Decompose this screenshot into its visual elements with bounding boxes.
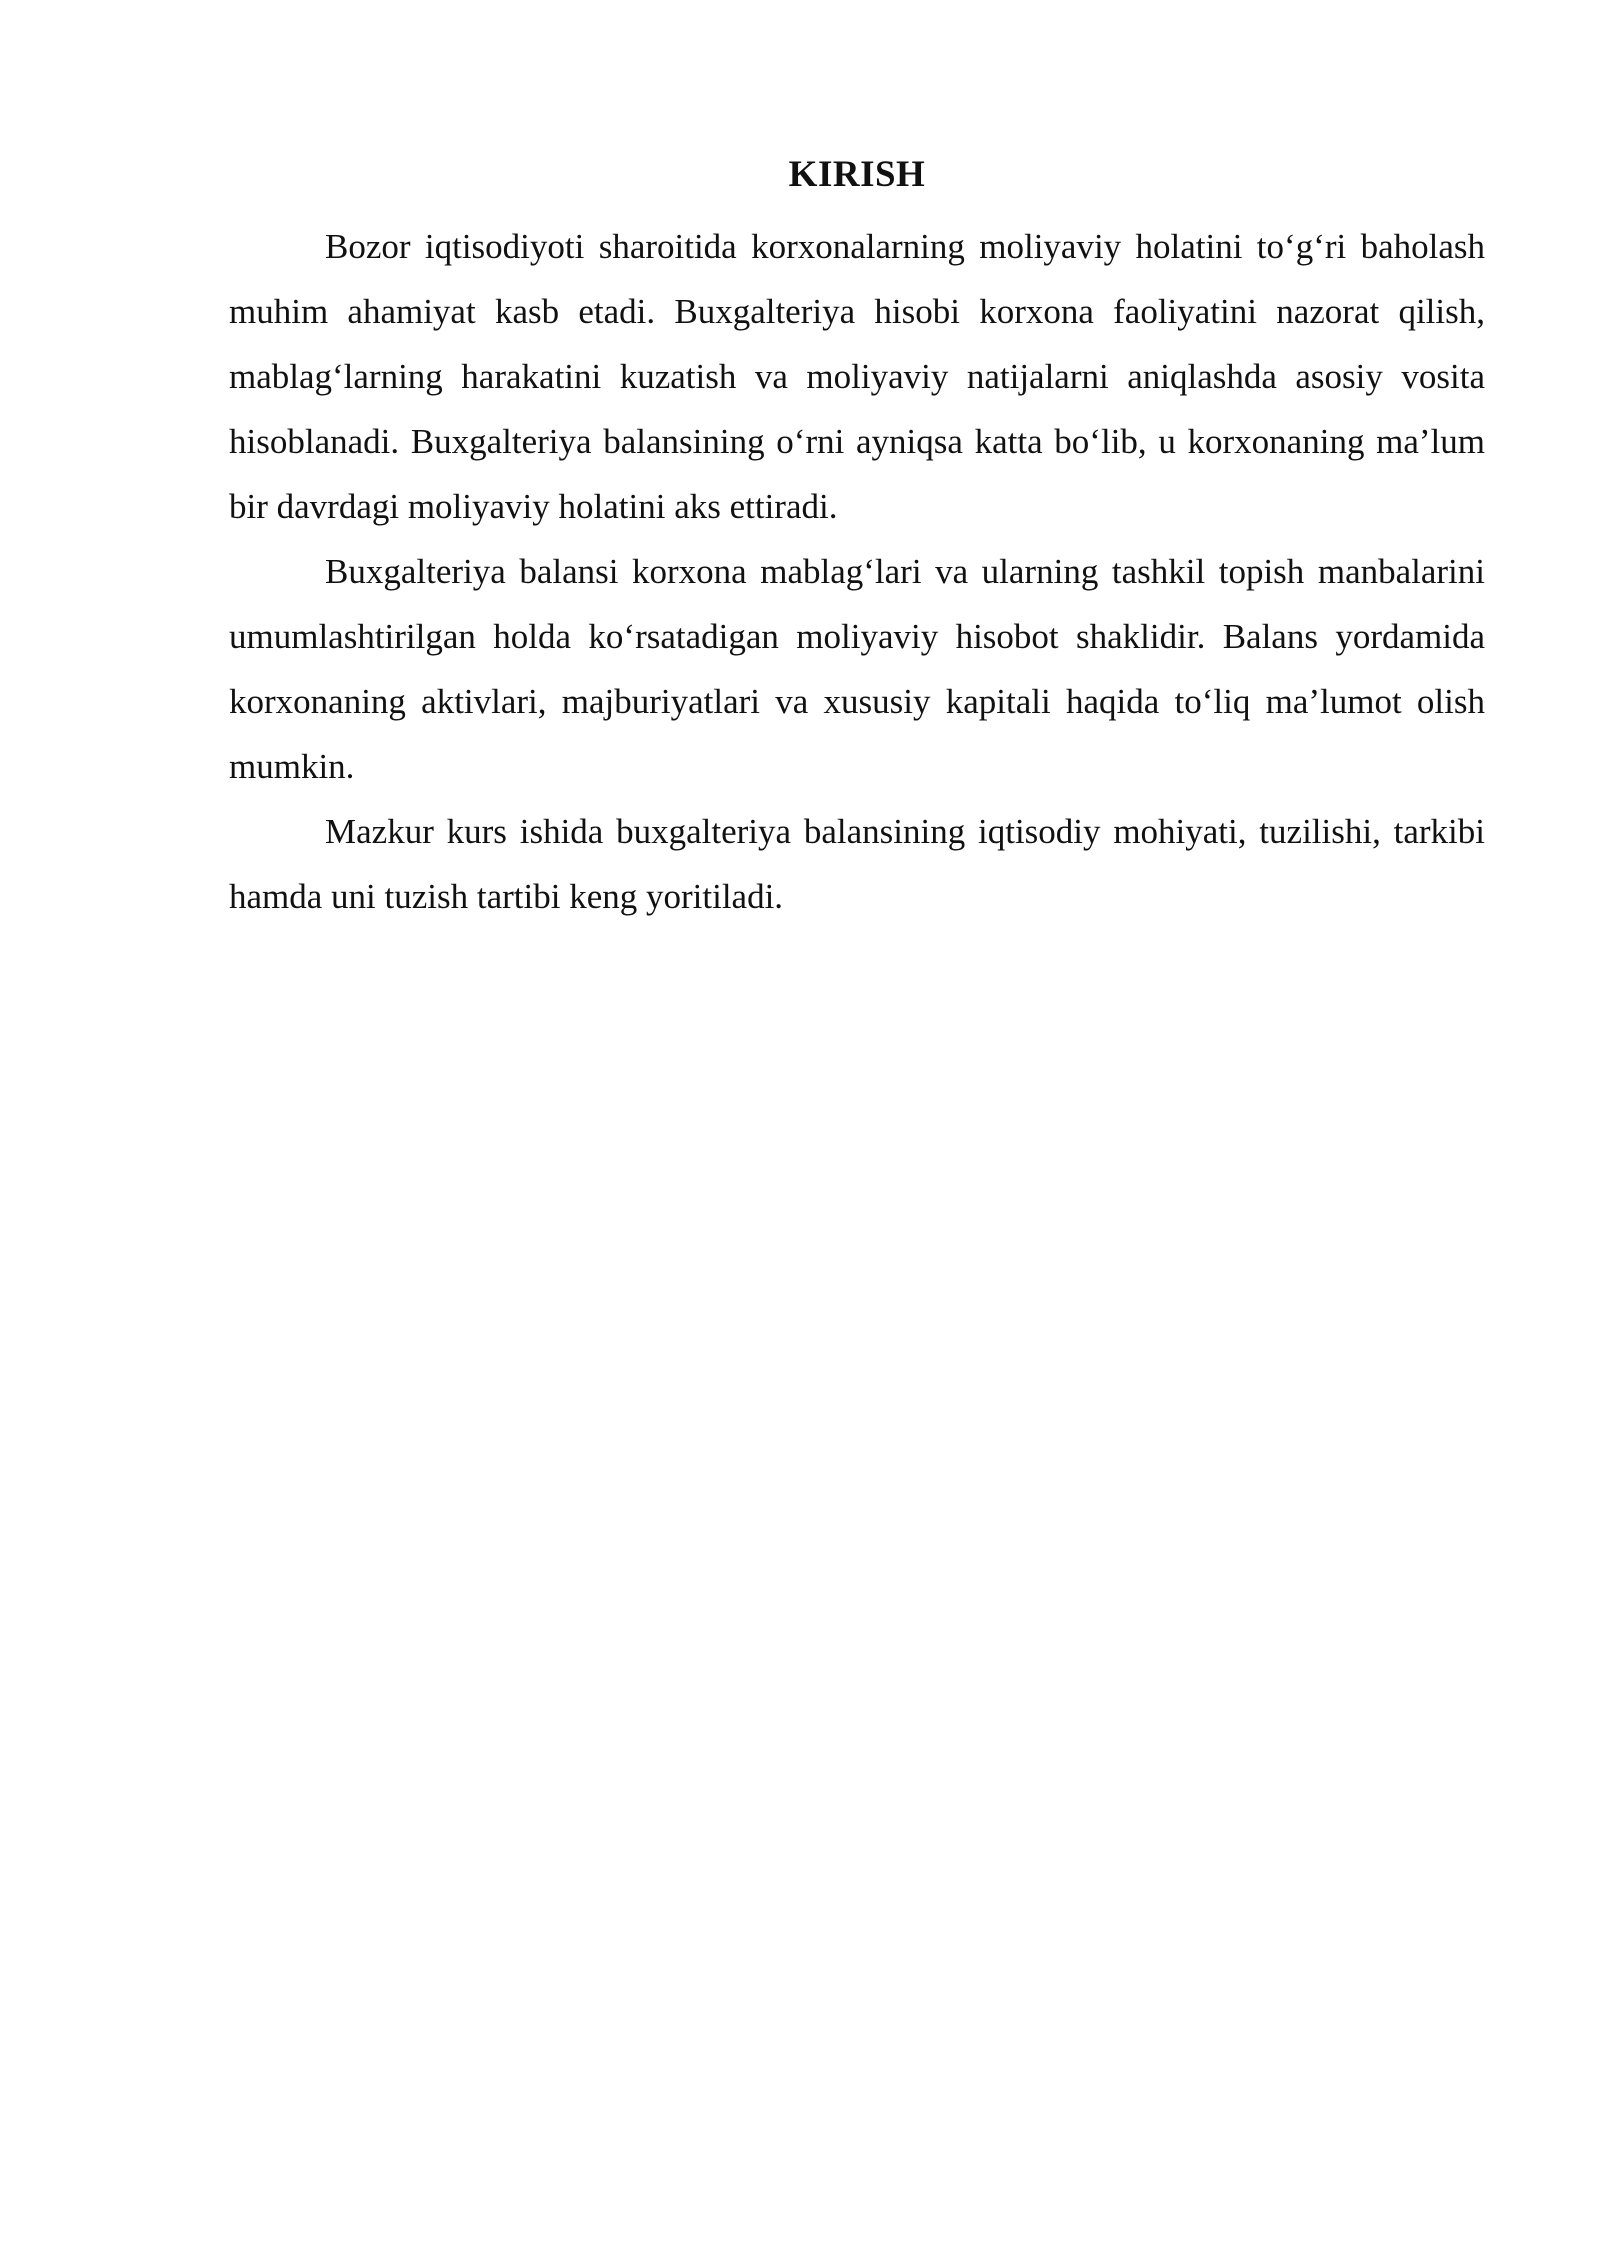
paragraph-3: Mazkur kurs ishida buxgalteriya balansining iqtisodiy mohiyati, tuzilishi, tarkibi hamda uni tuzish tartibi keng yoritiladi.: [229, 812, 1485, 916]
paragraph-1: Bozor iqtisodiyoti sharoitida korxonalarning moliyaviy holatini to‘g‘ri baholash muhim ahamiyat kasb etadi. Buxgalteriya hisobi korxona faoliyatini nazorat qilish, mablag‘larning harakatini kuzatish va moliyaviy natijalarni aniqlashda asosiy vosita hisoblanadi. Buxgalteriya balansining o‘rni ayniqsa katta bo‘lib, u korxonaning ma’lum bir davrdagi moliyaviy holatini aks ettiradi.: [229, 227, 1485, 526]
page-title: KIRISH: [788, 154, 926, 195]
paragraph-2: Buxgalteriya balansi korxona mablag‘lari va ularning tashkil topish manbalarini umumlashtirilgan holda ko‘rsatadigan moliyaviy hisobot shaklidir. Balans yordamida korxonaning aktivlari, majburiyatlari va xususiy kapitali haqida to‘liq ma’lumot olish mumkin.: [229, 552, 1485, 786]
document-body: [229, 150, 1485, 929]
